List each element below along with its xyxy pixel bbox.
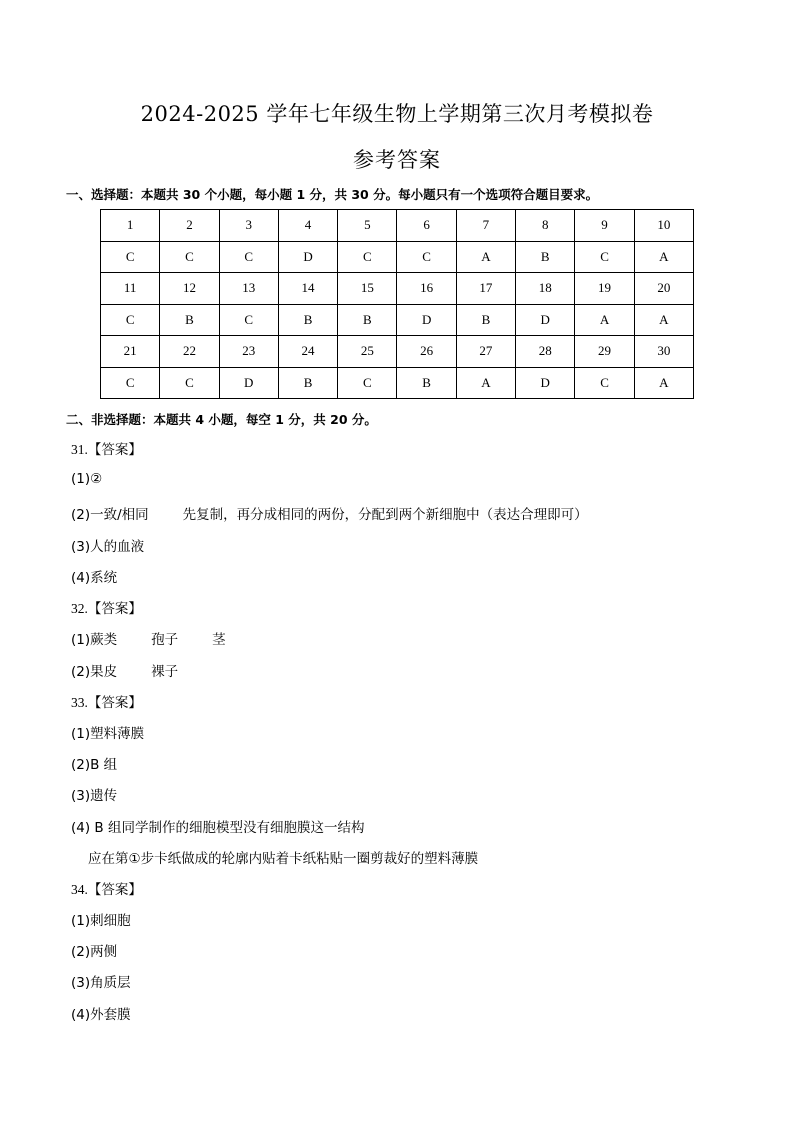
- q34-heading: 34.【答案】: [71, 882, 142, 897]
- section1-heading: 一、选择题：本题共 30 个小题，每小题 1 分，共 30 分。每小题只有一个选项符合题目要求。: [66, 187, 599, 202]
- q31-answer-2: [71, 503, 588, 523]
- question-number-cell: 9: [575, 210, 634, 242]
- answer-cell: C: [160, 367, 219, 399]
- question-number-cell: 25: [338, 336, 397, 368]
- question-number-cell: 15: [338, 273, 397, 305]
- question-number-cell: 22: [160, 336, 219, 368]
- question-number-cell: 7: [456, 210, 515, 242]
- answer-cell: A: [634, 304, 693, 336]
- q33-answer-4-continued: 应在第①步卡纸做成的轮廓内贴着卡纸粘贴一圈剪裁好的塑料薄膜: [88, 851, 479, 867]
- answer-cell: B: [160, 304, 219, 336]
- answer-cell: D: [397, 304, 456, 336]
- answer-cell: A: [634, 367, 693, 399]
- page-subtitle: 参考答案: [353, 148, 441, 172]
- question-number-cell: 30: [634, 336, 693, 368]
- q34-answer-3: (3)角质层: [71, 975, 131, 991]
- question-number-cell: 12: [160, 273, 219, 305]
- answer-cell: C: [219, 241, 278, 273]
- question-number-cell: 16: [397, 273, 456, 305]
- question-number-cell: 2: [160, 210, 219, 242]
- question-number-cell: 10: [634, 210, 693, 242]
- answer-cell: D: [516, 367, 575, 399]
- answer-cell: C: [397, 241, 456, 273]
- question-number-cell: 1: [101, 210, 160, 242]
- answer-cell: A: [634, 241, 693, 273]
- question-number-cell: 14: [278, 273, 337, 305]
- answer-cell: C: [219, 304, 278, 336]
- q32-answer-1-part2: 孢子: [151, 632, 179, 648]
- page-title: 2024-2025 学年七年级生物上学期第三次月考模拟卷: [140, 102, 654, 126]
- table-row-answers: [101, 304, 694, 336]
- q32-answer-1-part3: 茎: [212, 632, 226, 648]
- answer-cell: C: [575, 241, 634, 273]
- q32-heading: 32.【答案】: [71, 601, 142, 616]
- table-row-question-numbers: [101, 273, 694, 305]
- question-number-cell: 28: [516, 336, 575, 368]
- question-number-cell: 5: [338, 210, 397, 242]
- question-number-cell: 17: [456, 273, 515, 305]
- answer-cell: B: [456, 304, 515, 336]
- q32-answer-2-part2: 裸子: [151, 664, 179, 680]
- question-number-cell: 26: [397, 336, 456, 368]
- answer-cell: D: [219, 367, 278, 399]
- answer-cell: C: [101, 241, 160, 273]
- answer-cell: C: [338, 241, 397, 273]
- table-row-question-numbers: [101, 336, 694, 368]
- q31-answer-1: (1)②: [71, 471, 103, 487]
- answer-cell: B: [278, 304, 337, 336]
- q31-answer-2-part1: (2)一致/相同: [71, 507, 149, 523]
- answer-cell: B: [338, 304, 397, 336]
- answer-cell: B: [278, 367, 337, 399]
- question-number-cell: 23: [219, 336, 278, 368]
- q31-answer-3: (3)人的血液: [71, 539, 145, 555]
- table-row-question-numbers: [101, 210, 694, 242]
- question-number-cell: 24: [278, 336, 337, 368]
- q34-answer-2: (2)两侧: [71, 944, 118, 960]
- question-number-cell: 8: [516, 210, 575, 242]
- q33-answer-1: (1)塑料薄膜: [71, 726, 145, 742]
- question-number-cell: 4: [278, 210, 337, 242]
- question-number-cell: 6: [397, 210, 456, 242]
- answer-cell: D: [278, 241, 337, 273]
- answer-cell: C: [575, 367, 634, 399]
- q31-answer-4: (4)系统: [71, 570, 118, 586]
- q33-answer-3: (3)遗传: [71, 788, 118, 804]
- q32-answer-2-part1: (2)果皮: [71, 664, 118, 680]
- q31-answer-2-part2: 先复制，再分成相同的两份，分配到两个新细胞中（表达合理即可）: [182, 507, 588, 523]
- answer-cell: A: [575, 304, 634, 336]
- q34-answer-1: (1)刺细胞: [71, 913, 131, 929]
- answer-cell: A: [456, 241, 515, 273]
- question-number-cell: 3: [219, 210, 278, 242]
- answer-cell: D: [516, 304, 575, 336]
- question-number-cell: 21: [101, 336, 160, 368]
- table-row-answers: [101, 241, 694, 273]
- answer-cell: A: [456, 367, 515, 399]
- answer-table: [100, 209, 694, 399]
- q33-answer-2: (2)B 组: [71, 757, 118, 773]
- q33-heading: 33.【答案】: [71, 695, 142, 710]
- question-number-cell: 27: [456, 336, 515, 368]
- question-number-cell: 20: [634, 273, 693, 305]
- q31-heading: 31.【答案】: [71, 442, 142, 457]
- question-number-cell: 18: [516, 273, 575, 305]
- question-number-cell: 11: [101, 273, 160, 305]
- section2-heading: 二、非选择题：本题共 4 小题，每空 1 分，共 20 分。: [66, 412, 377, 427]
- q32-answer-2: [71, 660, 178, 680]
- answer-cell: C: [101, 304, 160, 336]
- answer-cell: C: [338, 367, 397, 399]
- answer-cell: B: [516, 241, 575, 273]
- question-number-cell: 29: [575, 336, 634, 368]
- answer-cell: C: [160, 241, 219, 273]
- table-row-answers: [101, 367, 694, 399]
- answer-cell: B: [397, 367, 456, 399]
- question-number-cell: 13: [219, 273, 278, 305]
- q32-answer-1: [71, 628, 226, 648]
- q33-answer-4: (4) B 组同学制作的细胞模型没有细胞膜这一结构: [71, 820, 365, 836]
- question-number-cell: 19: [575, 273, 634, 305]
- q32-answer-1-part1: (1)蕨类: [71, 632, 118, 648]
- answer-cell: C: [101, 367, 160, 399]
- q34-answer-4: (4)外套膜: [71, 1007, 131, 1023]
